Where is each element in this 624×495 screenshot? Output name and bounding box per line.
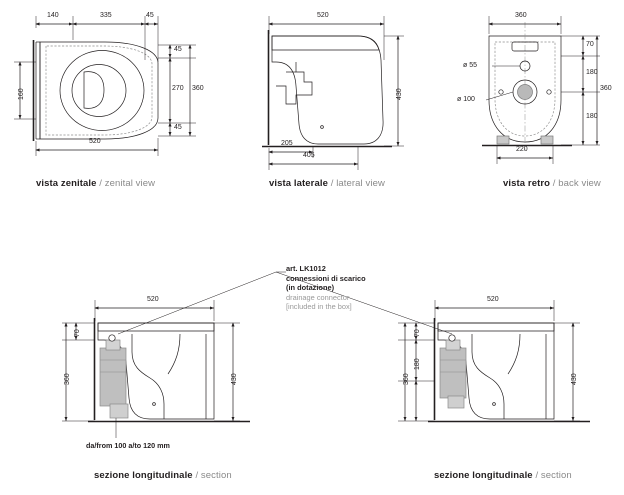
view-zenital-geometry xyxy=(14,16,196,156)
callout-line-5: [included in the box] xyxy=(286,302,352,312)
caption-lateral-light: / lateral view xyxy=(330,178,385,189)
dim-back-360: 360 xyxy=(515,12,527,19)
dim-section-right-520: 520 xyxy=(487,296,499,303)
dim-section-right-180: 180 xyxy=(414,358,421,370)
view-back-geometry xyxy=(482,16,600,164)
callout-line-4: drainage connector xyxy=(286,292,350,302)
dim-section-left-70: 70 xyxy=(74,329,81,337)
caption-back-light: / back view xyxy=(552,178,601,189)
view-section-left-geometry xyxy=(62,300,250,438)
dim-back-180-top: 180 xyxy=(586,69,598,76)
caption-section-right-light: / section xyxy=(535,470,572,481)
dim-section-right-430: 430 xyxy=(571,373,578,385)
dim-zenital-45-right-top: 45 xyxy=(174,46,182,53)
dim-back-hole-100: ø 100 xyxy=(457,96,475,103)
caption-zenital xyxy=(36,178,155,189)
caption-lateral xyxy=(269,178,385,189)
dim-section-left-520: 520 xyxy=(147,296,159,303)
callout-line-2: connessioni di scarico xyxy=(286,273,366,283)
dim-section-right-360: 360 xyxy=(403,373,410,385)
dim-zenital-160: 160 xyxy=(18,88,25,100)
dim-lateral-405: 405 xyxy=(303,152,315,159)
dim-lateral-430: 430 xyxy=(396,88,403,100)
callout-drainage-connector xyxy=(286,264,366,312)
caption-section-left-light: / section xyxy=(195,470,232,481)
dim-back-70: 70 xyxy=(586,41,594,48)
view-section-right-geometry xyxy=(398,300,590,422)
caption-back-bold: vista retro xyxy=(503,178,551,189)
callout-line-1: art. LK1012 xyxy=(286,264,326,273)
dim-section-left-360: 360 xyxy=(64,373,71,385)
dim-back-360-right: 360 xyxy=(600,85,612,92)
dim-lateral-520: 520 xyxy=(317,12,329,19)
dim-zenital-520: 520 xyxy=(89,138,101,145)
caption-lateral-bold: vista laterale xyxy=(269,178,328,189)
dim-section-left-430: 430 xyxy=(231,373,238,385)
dim-zenital-140: 140 xyxy=(47,12,59,19)
caption-zenital-light: / zenital view xyxy=(99,178,156,189)
dim-lateral-205: 205 xyxy=(281,140,293,147)
callout-leader-lines xyxy=(118,272,452,334)
caption-section-left xyxy=(94,470,232,481)
dim-section-right-70: 70 xyxy=(414,329,421,337)
dim-section-left-connector-note: da/from 100 a/to 120 mm xyxy=(86,441,170,450)
dim-back-220: 220 xyxy=(516,146,528,153)
caption-zenital-bold: vista zenitale xyxy=(36,178,97,189)
callout-line-3: (in dotazione) xyxy=(286,283,335,293)
dim-back-180-bottom: 180 xyxy=(586,113,598,120)
dim-zenital-45-right-bottom: 45 xyxy=(174,124,182,131)
dim-zenital-270: 270 xyxy=(172,85,184,92)
dim-zenital-45-top: 45 xyxy=(146,12,154,19)
dim-zenital-360: 360 xyxy=(192,85,204,92)
dim-zenital-335: 335 xyxy=(100,12,112,19)
caption-section-right-bold: sezione longitudinale xyxy=(434,470,533,481)
caption-section-left-bold: sezione longitudinale xyxy=(94,470,193,481)
caption-back xyxy=(503,178,601,189)
caption-section-right xyxy=(434,470,572,481)
dim-back-hole-55: ø 55 xyxy=(463,62,478,69)
